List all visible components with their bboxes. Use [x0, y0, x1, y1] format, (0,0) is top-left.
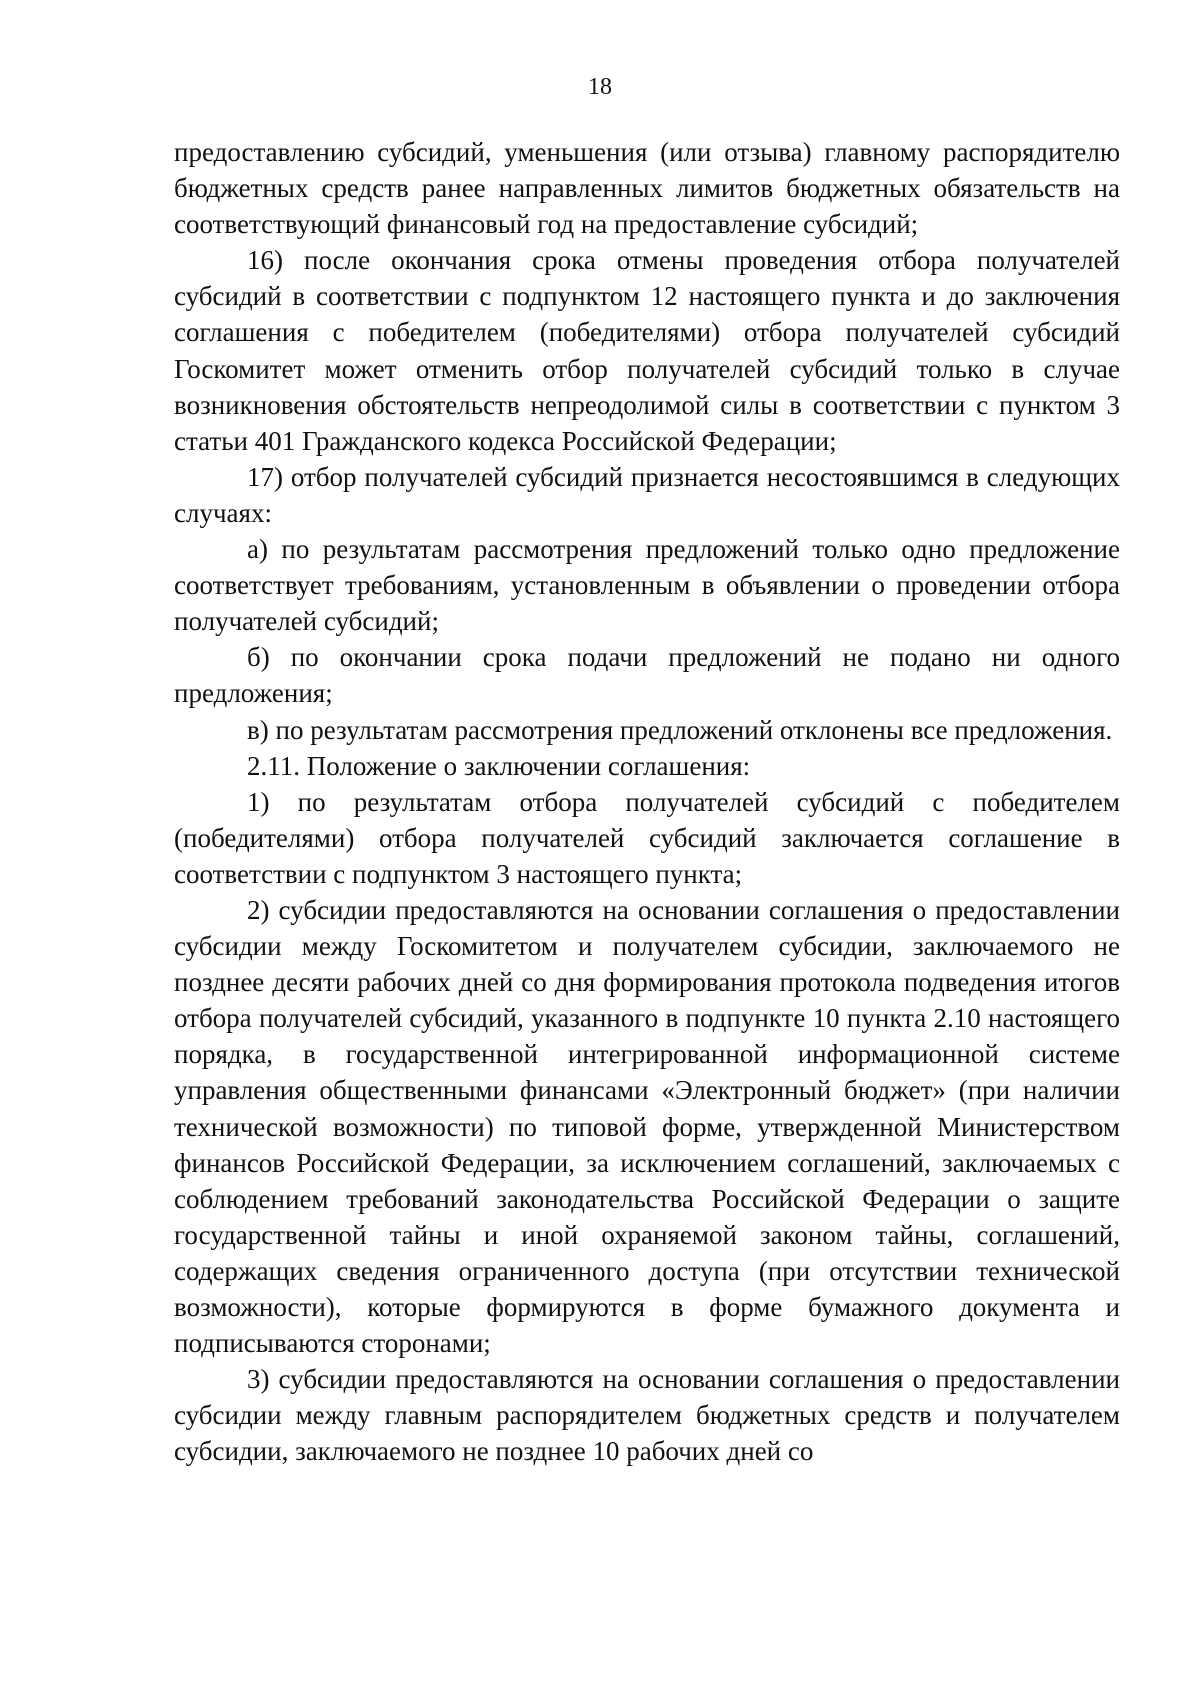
page-number: 18: [588, 74, 612, 100]
paragraph-subitem-v: в) по результатам рассмотрения предложений отклонены все предложения.: [247, 714, 1113, 745]
paragraph-subitem-b: б) по окончании срока подачи предложений не подано ни одного предложения;: [174, 642, 1120, 709]
paragraph-item-1: 1) по результатам отбора получателей субсидий с победителем (победителями) отбора получателей субсидий заключается соглашение в соответствии с подпунктом 3 настоящего пункта;: [174, 786, 1120, 889]
paragraph-continuation: предоставлению субсидий, уменьшения (или отзыва) главному распорядителю бюджетных средств ранее направленных лимитов бюджетных обязательств на соответствующий финансовый год на предоставление субсидий;: [174, 137, 1120, 240]
paragraph-item-17: 17) отбор получателей субсидий признается несостоявшимся в следующих случаях:: [174, 461, 1120, 528]
paragraph-item-2: 2) субсидии предоставляются на основании соглашения о предоставлении субсидии между Госкомитетом и получателем субсидии, заключаемого не позднее десяти рабочих дней со дня формирования протокола подведения итогов отбора получателей субсидий, указанного в подпункте 10 пункта 2.10 настоящего порядка, в государственной интегрированной информационной системе управления общественными финансами «Электронный бюджет» (при наличии технической возможности) по типовой форме, утвержденной Министерством финансов Российской Федерации, за исключением соглашений, заключаемых с соблюдением требований законодательства Российской Федерации о защите государственной тайны и иной охраняемой законом тайны, соглашений, содержащих сведения ограниченного доступа (при отсутствии технической возможности), которые формируются в форме бумажного документа и подписываются сторонами;: [174, 894, 1120, 1359]
section-heading-2-11: 2.11. Положение о заключении соглашения:: [247, 750, 751, 781]
paragraph-subitem-a: а) по результатам рассмотрения предложений только одно предложение соответствует требованиям, установленным в объявлении о проведении отбора получателей субсидий;: [174, 534, 1120, 637]
paragraph-item-16: 16) после окончания срока отмены проведения отбора получателей субсидий в соответствии с подпунктом 12 настоящего пункта и до заключения соглашения с победителем (победителями) отбора получателей субсидий Госкомитет может отменить отбор получателей субсидий только в случае возникновения обстоятельств непреодолимой силы в соответствии с пунктом 3 статьи 401 Гражданского кодекса Российской Федерации;: [174, 245, 1120, 456]
document-body: [174, 134, 1120, 1469]
paragraph-item-3: 3) субсидии предоставляются на основании соглашения о предоставлении субсидии между главным распорядителем бюджетных средств и получателем субсидии, заключаемого не позднее 10 рабочих дней со: [174, 1364, 1120, 1467]
